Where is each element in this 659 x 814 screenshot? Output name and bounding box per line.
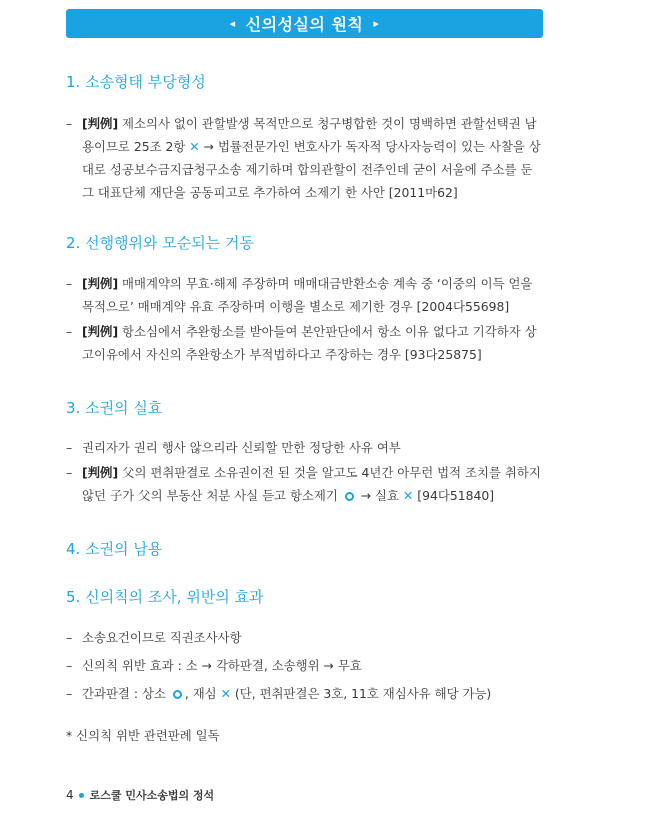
list-item: – [判例] 父의 편취판결로 소유권이전 된 것을 알고도 4년간 아무런 법적 조치를 취하지 않던 子가 父의 부동산 처분 사실 듣고 항소제기 → 실효 ✕ [94다51840] [66,465,541,503]
list-item: – [判例] 매매계약의 무효·해제 주장하며 매매대금반환소송 계속 중 ‘이중의 이득 얻을 목적으로’ 매매계약 유효 주장하며 이행을 별소로 제기한 경우 [2004다55698] [66,276,533,314]
list-item: – 간과판결 : 상소 , 재심 ✕ (단, 편취판결은 3호, 11호 재심사유 해당 가능) [66,686,492,701]
item-text: 신의칙 위반 효과 : 소 → 각하판결, 소송행위 → 무효 [82,658,362,673]
item-text: 소송요건이므로 직권조사사항 [82,630,242,645]
footnote: * 신의칙 위반 관련판례 일독 [66,728,220,743]
page-number: 4 [66,788,74,802]
cross-mark-icon: ✕ [220,686,231,701]
section-1-title: 1. 소송형태 부당형성 [66,73,206,91]
title-banner [66,9,543,38]
section-3-title: 3. 소권의 실효 [66,399,163,417]
cross-mark-icon: ✕ [189,139,200,154]
banner-title: 신의성실의 원칙 [245,15,364,34]
case-tag: [判例] [82,324,119,339]
list-item: – 신의칙 위반 효과 : 소 → 각하판결, 소송행위 → 무효 [66,658,362,673]
case-tag: [判例] [82,116,119,131]
item-text: → 법률전문가인 변호사가 독자적 당사자능력이 있는 사찰을 상대로 성공보수금지급청구소송 제기하며 합의관할이 전주인데 굳이 서울에 주소를 둔 그 대표단체 재단을 공동피고로 추가하여 소제기 한 사안 [2011마62] [82,139,541,200]
list-item: – 소송요건이므로 직권조사사항 [66,630,242,645]
item-text: , 재심 [184,686,221,701]
circle-mark-icon [345,492,354,501]
section-5-title: 5. 신의칙의 조사, 위반의 효과 [66,588,264,606]
cross-mark-icon: ✕ [402,488,414,503]
banner-deco-right: ▸ [373,17,380,30]
item-text: (단, 편취판결은 3호, 11호 재심사유 해당 가능) [230,686,492,701]
item-text: 간과판결 : 상소 [82,686,170,701]
item-text: 제소의사 없이 관할발생 목적만으로 청구병합한 것이 명백하면 관할선택권 남용이므로 25조 2항 [82,116,537,154]
item-text: 매매계약의 무효·해제 주장하며 매매대금반환소송 계속 중 ‘이중의 이득 얻을 목적으로’ 매매계약 유효 주장하며 이행을 별소로 제기한 경우 [2004다55698] [82,276,533,314]
circle-mark-icon [173,690,182,699]
list-item: – 권리자가 권리 행사 않으리라 신뢰할 만한 정당한 사유 여부 [66,440,401,455]
banner-deco-left: ◂ [229,17,236,30]
item-text: 권리자가 권리 행사 않으리라 신뢰할 만한 정당한 사유 여부 [82,440,401,455]
item-text: 父의 편취판결로 소유권이전 된 것을 알고도 4년간 아무런 법적 조치를 취하지 않던 子가 父의 부동산 처분 사실 듣고 항소제기 [82,465,541,503]
item-text: → 실효 [356,488,403,503]
book-title: 로스쿨 민사소송법의 정석 [89,789,215,802]
list-item: – [判例] 항소심에서 추완항소를 받아들여 본안판단에서 항소 이유 없다고 기각하자 상고이유에서 자신의 추완항소가 부적법하다고 주장하는 경우 [93다25875] [66,324,537,362]
section-4-title: 4. 소권의 남용 [66,540,163,558]
case-tag: [判例] [82,276,119,291]
page-footer [66,787,214,803]
list-item: – [判例] 제소의사 없이 관할발생 목적만으로 청구병합한 것이 명백하면 관할선택권 남용이므로 25조 2항 ✕ → 법률전문가인 변호사가 독자적 당사자능력이 있는 사찰을 상대로 성공보수금지급청구소송 제기하며 합의관할이 전주인데 굳이 서울에 주소를 둔 그 대표단체 재단을 공동피고로 추가하여 소제기 한 사안 [2011마62] [66,116,541,200]
case-tag: [判例] [82,465,119,480]
section-2-title: 2. 선행행위와 모순되는 거동 [66,234,255,252]
item-text: 항소심에서 추완항소를 받아들여 본안판단에서 항소 이유 없다고 기각하자 상고이유에서 자신의 추완항소가 부적법하다고 주장하는 경우 [93다25875] [82,324,537,362]
bullet-dot-icon [79,793,84,798]
item-text: [94다51840] [413,488,495,503]
